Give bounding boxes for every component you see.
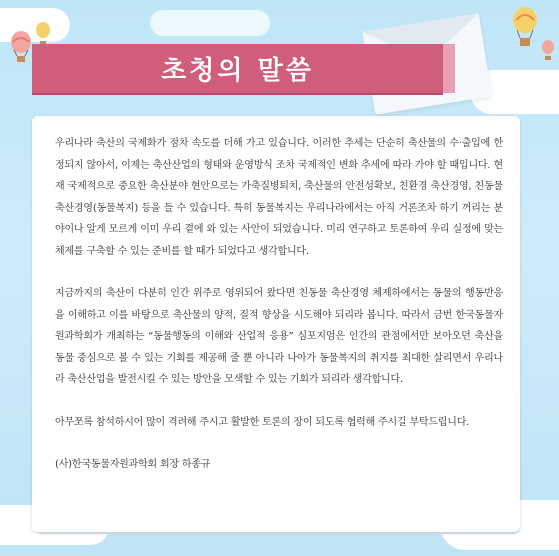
title-banner: [32, 44, 443, 93]
paragraph-closing: 아무쪼록 참석하시어 많이 격려해 주시고 활발한 토론의 장이 되도록 협력해 주시길 부탁드립니다.: [55, 416, 470, 428]
hot-air-balloon-icon: [8, 30, 34, 64]
hot-air-balloon-icon: [540, 40, 556, 62]
page-title: 초청의 말씀: [161, 56, 314, 86]
paragraph-gap: [55, 262, 503, 283]
signature: (사)한국동물자원과학회 회장 하종규: [55, 459, 211, 470]
paragraph-gap: [55, 433, 503, 454]
paragraph-gap: [55, 391, 503, 412]
paragraph-intro: 우리나라 축산의 국제화가 점차 속도를 더해 가고 있습니다. 이러한 추세는 단순히 축산물의 수·출입에 한정되지 않아서, 이제는 축산산업의 형태와 운영방식 조차 국제적인 변화 추세에 따라 가야 할 때입니다. 현재 국제적으로 중요한 축산분야 현안으로는 가축질병퇴치, 축산물의 안전성확보, 친환경 축산경영, 친동물 축산경영(동물복지) 등을 들 수 있습니다. 특히 동물복지는 우리나라에서는 아직 거론조차 하기 꺼리는 분야이나 알게 모르게 이미 우리 곁에 와 있는 사안이 되었습니다. 미리 연구하고 토론하여 우리 실정에 맞는 체제를 구축할 수 있는 준비를 할 때가 되었다고 생각합니다.: [55, 138, 503, 257]
paragraph-body: 지금까지의 축산이 다분히 인간 위주로 영위되어 왔다면 친동물 축산경영 체제하에서는 동물의 행동반응을 이해하고 이를 바탕으로 축산물의 양적, 질적 향상을 시도해야 되리라 봅니다. 따라서 금번 한국동물자원과학회가 개최하는 “동물행동의 이해와 산업적 응용” 심포지엄은 인간의 관점에서만 보아오던 축산을 동물 중심으로 볼 수 있는 기회를 제공해 줄 뿐 아니라 나아가 동물복지의 취지를 최대한 살리면서 우리나라 축산산업을 발전시킬 수 있는 방안을 모색할 수 있는 기회가 되리라 생각합니다.: [55, 288, 503, 385]
letter-content: [55, 133, 503, 476]
cloud-top-center: [150, 10, 270, 36]
hot-air-balloon-icon: [510, 6, 540, 48]
